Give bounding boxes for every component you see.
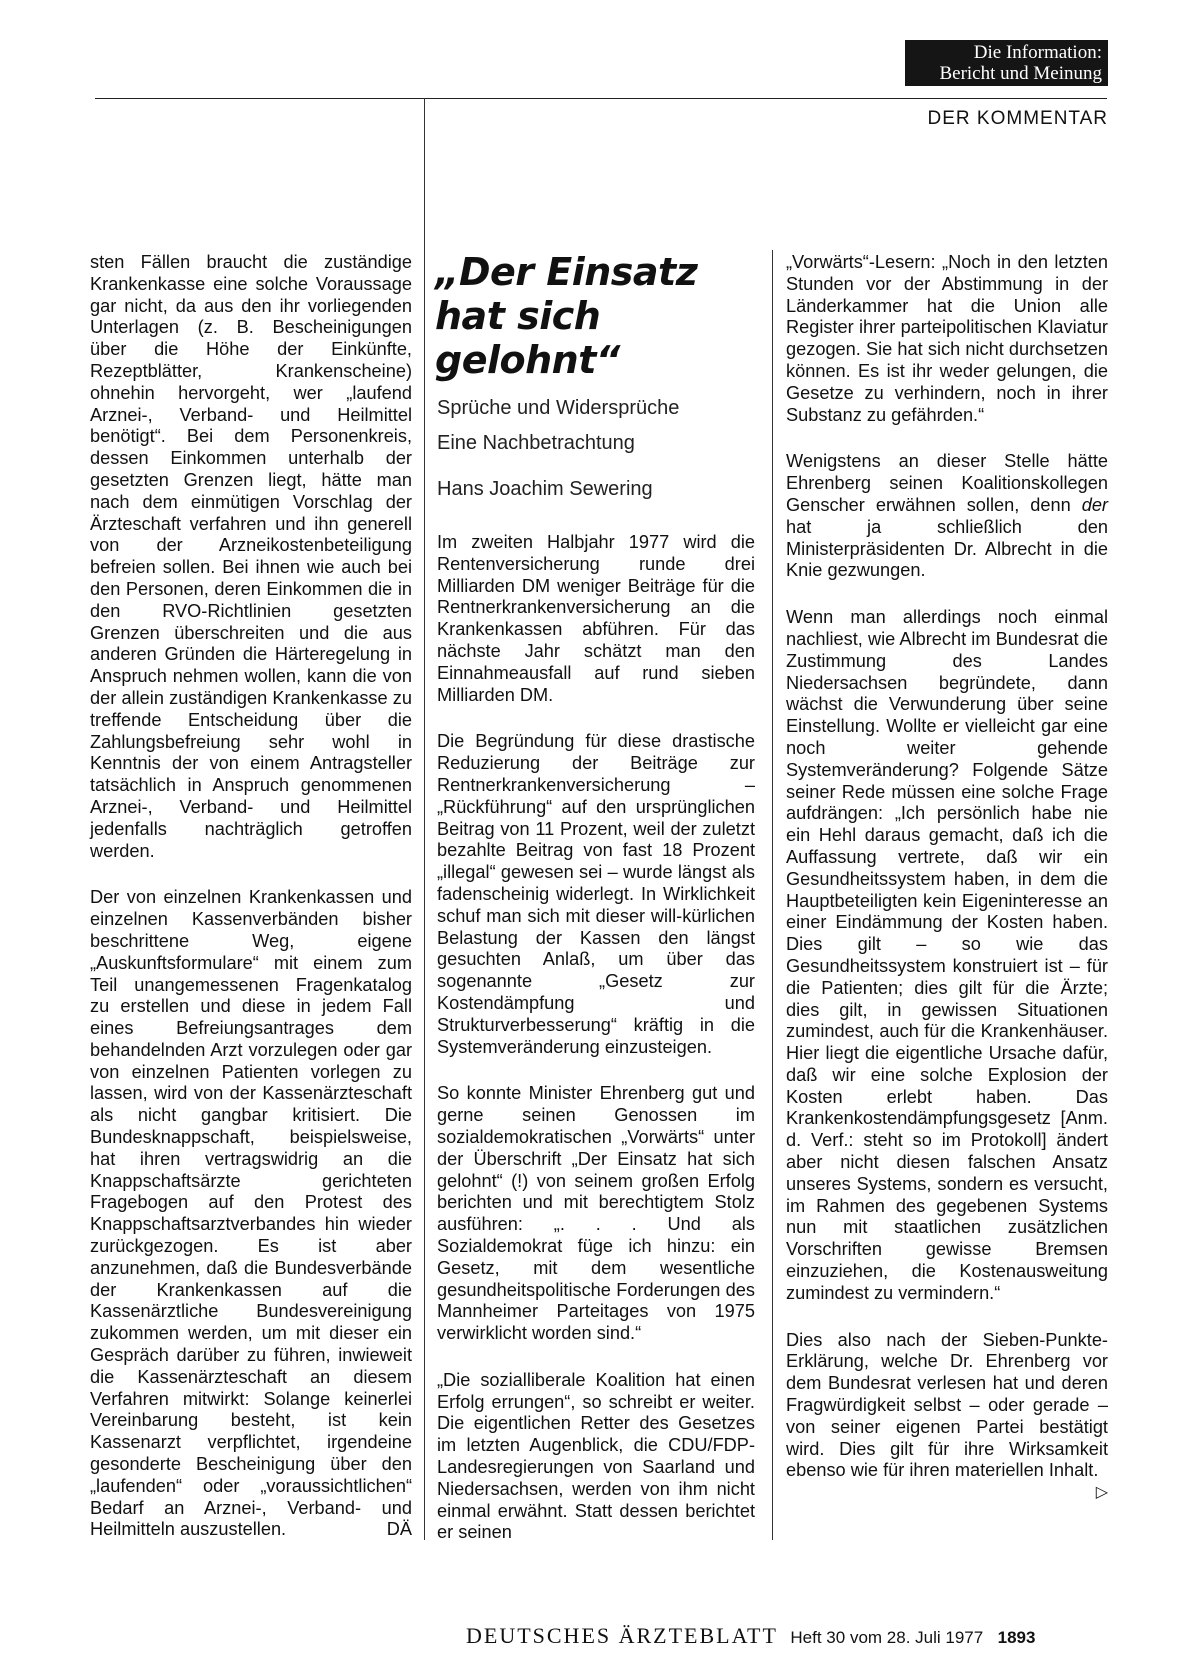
magazine-name: DEUTSCHES ÄRZTEBLATT bbox=[466, 1623, 778, 1648]
paragraph-text: Wenigstens an dieser Stelle hätte Ehrenberg seinen Koalitionskollegen Genscher erwähnen sollen, denn bbox=[786, 451, 1108, 515]
paragraph: „Die sozialliberale Koalition hat einen Erfolg errungen“, so schreibt er weiter. Die eigentlichen Retter des Gesetzes im letzten Augenblick, die CDU/FDP-Landesregierungen von Saarland und Niedersachsen, werden von ihm nicht einmal erwähnt. Statt dessen berichtet er seinen bbox=[437, 1369, 755, 1543]
paragraph bbox=[786, 451, 1108, 582]
paragraph: sten Fällen braucht die zuständige Krankenkasse eine solche Voraussage gar nicht, da aus den ihr vorliegenden Unterlagen (z. B. Bescheinigungen über die Höhe der Einkünfte, Rezeptblätter, Krankenscheine) ohnehin hervorgeht, wer „laufend Arznei-, Verband- und Heilmittel benötigt“. Bei dem Personenkreis, dessen Einkommen unterhalb der gesetzten Grenzen liegt, hätte man nach dem einmütigen Vorschlag der Ärzteschaft verfahren und ihn generell von der Arzneikostenbeteiligung befreien sollen. Bei ihnen wie auch bei den Personen, deren Einkommen die in den RVO-Richtlinien gesetzten Grenzen überschreiten und die aus anderen Gründen die Härteregelung in Anspruch nehmen wollen, kann die von der allein zuständigen Krankenkasse zu treffende Entscheidung über die Zahlungsbefreiung sehr wohl in Kenntnis der von einem Antragsteller tatsächlich in Anspruch genommenen Arznei-, Verband- und Heilmittel jedenfalls nachträglich getroffen werden. bbox=[90, 252, 412, 861]
page-footer bbox=[466, 1623, 1035, 1649]
article-column-2 bbox=[437, 532, 755, 1569]
paragraph-text: Dies also nach der Sieben-Punkte-Erklärung, welche Dr. Ehrenberg vor dem Bundesrat verlesen hat und deren Fragwürdigkeit selbst – oder gerade – von seiner eigenen Partei bestätigt wird. Dies gilt für ihre Wirksamkeit ebenso wie für ihren materiellen Inhalt. bbox=[786, 1329, 1108, 1481]
paragraph: Die Begründung für diese drastische Reduzierung der Beiträge zur Rentnerkrankenversicherung – „Rückführung“ auf den ursprünglichen Beitrag von 11 Prozent, weil der zuletzt bezahlte Beitrag von fast 18 Prozent „illegal“ gewesen sei – wurde längst als fadenscheinig widerlegt. In Wirklichkeit schuf man sich mit dieser will-kürlichen Belastung der Kassen den längst gesuchten Anlaß, um über das sogenannte „Gesetz zur Kostendämpfung und Strukturverbesserung“ kräftig in die Systemveränderung einzusteigen. bbox=[437, 731, 755, 1057]
emphasis: der bbox=[1081, 494, 1108, 515]
top-rule bbox=[95, 98, 1107, 99]
paragraph: So konnte Minister Ehrenberg gut und gerne seinen Genossen im sozialdemokratischen „Vorwärts“ unter der Überschrift „Der Einsatz hat sich gelohnt“ (!) von seinem großen Erfolg berichten und mit berechtigtem Stolz ausführen: „. . . Und als Sozialdemokrat füge ich hinzu: ein Gesetz, mit dem wesentliche gesundheitspolitische Forderungen des Mannheimer Parteitages von 1975 verwirklicht worden sind.“ bbox=[437, 1083, 755, 1344]
paragraph: Wenn man allerdings noch einmal nachliest, wie Albrecht im Bundesrat die Zustimmung des Landes Niedersachsen begründete, dann wächst die Verwunderung über seine Einstellung. Wollte er vielleicht gar eine noch weiter gehende Systemveränderung? Folgende Sätze seiner Rede müssen eine solche Frage aufdrängen: „Ich persönlich habe nie ein Hehl daraus gemacht, daß ich die Auffassung vertrete, daß wir ein Gesundheitssystem haben, in dem die Hauptbeteiligten kein Eigeninteresse an einer Eindämmung der Kosten haben. Dies gilt – so wie das Gesundheitssystem konstruiert ist – für die Patienten; dies gilt für die Ärzte; dies gilt, in gewissen Situationen zumindest, auch für die Krankenhäuser. Hier liegt die eigentliche Ursache dafür, daß wir eine solche Explosion der Kosten erlebt haben. Das Krankenkostendämpfungsgesetz [Anm. d. Verf.: steht so im Protokoll] ändert aber nicht diesen falschen Ansatz unseres Systems, sondern es versucht, im Rahmen des gegebenen Systems nun mit staatlichen zusätzlichen Vorschriften gewisse Bremsen einzuziehen, die Kostenausweitung zumindest zu vermindern.“ bbox=[786, 607, 1108, 1303]
paragraph bbox=[786, 1329, 1108, 1502]
column-divider-2 bbox=[772, 250, 773, 1540]
article-column-1 bbox=[90, 252, 412, 1566]
article-subtitle: Sprüche und Widersprüche bbox=[437, 397, 680, 419]
badge-line-1: Die Information: bbox=[973, 42, 1102, 63]
column-divider-1 bbox=[424, 98, 425, 1540]
paragraph: Im zweiten Halbjahr 1977 wird die Rentenversicherung runde drei Milliarden DM weniger Beiträge für die Rentnerkrankenversicherung an die Krankenkassen abführen. Für das nächste Jahr schätzt man den Einnahmeausfall auf rund sieben Milliarden DM. bbox=[437, 532, 755, 705]
article-kicker: Eine Nachbetrachtung bbox=[437, 432, 635, 454]
issue-info: Heft 30 vom 28. Juli 1977 bbox=[790, 1628, 984, 1647]
paragraph-text: Der von einzelnen Krankenkassen und einzelnen Kassenverbänden bisher beschrittene Weg, eigene „Auskunftsformulare“ mit einem zum Teil unangemessenen Fragenkatalog zu erstellen und diese in jedem Fall eines Befreiungsantrages dem behandelnden Arzt vorzulegen oder gar von einzelnen Patienten vorlegen zu lassen, wird von der Kassenärzteschaft als nicht gangbar kritisiert. Die Bundesknappschaft, beispielsweise, hat ihren vertragswidrig an die Knappschaftsärzte gerichteten Fragebogen auf den Protest des Knappschaftsarztverbandes hin wieder zurückgezogen. Es ist aber anzunehmen, daß die Bundesverbände der Krankenkassen auf die Kassenärztliche Bundesvereinigung zukommen werden, um mit dieser ein Gespräch darüber zu führen, inwieweit die Kassenärzteschaft an diesem Verfahren mitwirkt: Solange keinerlei Vereinbarung besteht, ist kein Kassenarzt verpflichtet, irgendeine gesonderte Bescheinigung über den „laufenden“ oder „voraussichtlichen“ Bedarf an Arznei-, Verband- und Heilmitteln auszustellen. bbox=[90, 887, 412, 1540]
section-label: DER KOMMENTAR bbox=[927, 108, 1108, 129]
article-author: Hans Joachim Sewering bbox=[437, 478, 653, 500]
section-badge bbox=[905, 40, 1108, 86]
paragraph: „Vorwärts“-Lesern: „Noch in den letzten Stunden vor der Abstimmung in der Länderkammer hat die Union alle Register ihrer parteipolitischen Klaviatur gezogen. Sie hat sich nicht durchsetzen können. Es ist ihr weder gelungen, die Gesetze zu verhindern, noch in ihrer Substanz zu gefährden.“ bbox=[786, 252, 1108, 425]
paragraph bbox=[90, 887, 412, 1541]
article-title: „Der Einsatz hat sich gelohnt“ bbox=[435, 250, 698, 382]
page-number: 1893 bbox=[997, 1628, 1036, 1647]
signature: DÄ bbox=[386, 1519, 412, 1540]
article-column-3 bbox=[786, 252, 1108, 1507]
continue-arrow-icon: ▷ bbox=[1095, 1484, 1108, 1502]
badge-line-2: Bericht und Meinung bbox=[939, 63, 1102, 84]
paragraph-text: hat ja schließlich den Ministerpräsidenten Dr. Albrecht in die Knie gezwungen. bbox=[786, 516, 1108, 581]
